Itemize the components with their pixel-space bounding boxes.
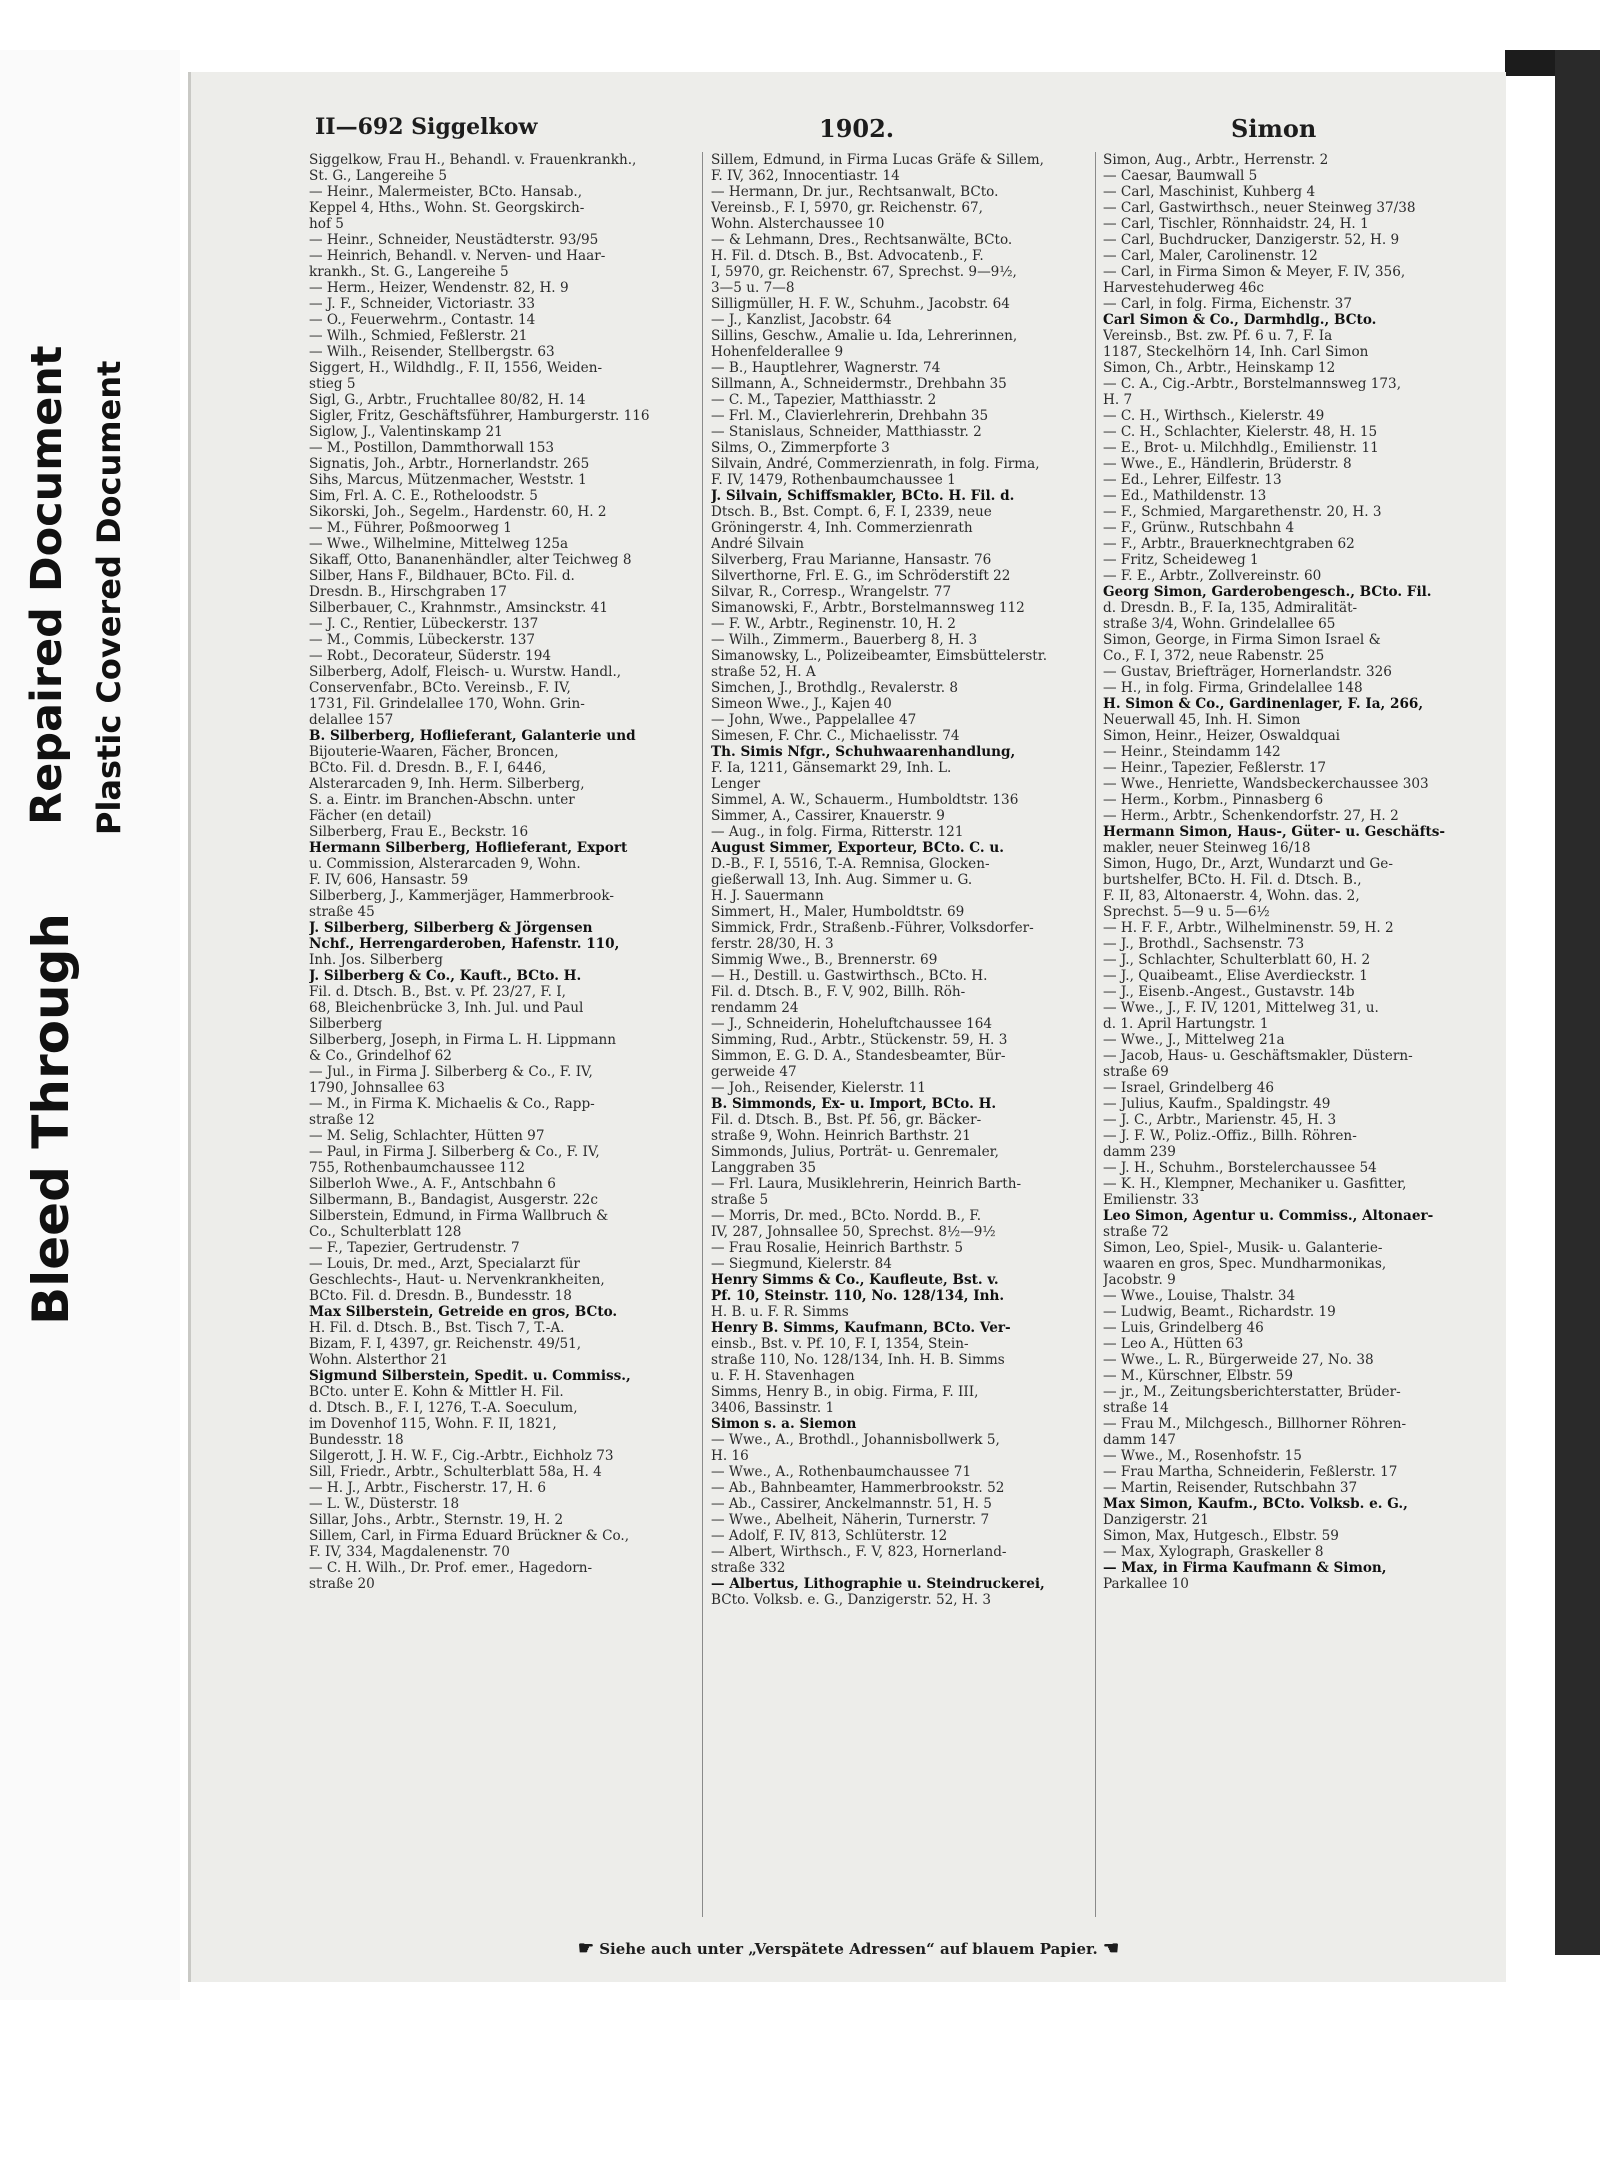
directory-entry-line: straße 45 — [309, 904, 375, 920]
directory-entry-line: Henry B. Simms, Kaufmann, BCto. Ver- — [711, 1320, 1011, 1336]
directory-entry-line: — Max, in Firma Kaufmann & Simon, — [1103, 1560, 1387, 1576]
directory-entry-line: Simon, Heinr., Heizer, Oswaldquai — [1103, 728, 1341, 744]
directory-entry-line: — & Lehmann, Dres., Rechtsanwälte, BCto. — [711, 232, 1013, 248]
directory-entry-line: Silberstein, Edmund, in Firma Wallbruch & — [309, 1208, 609, 1224]
directory-entry-line: — Herm., Korbm., Pinnasberg 6 — [1103, 792, 1324, 808]
directory-entry-line: Th. Simis Nfgr., Schuhwaarenhandlung, — [711, 744, 1016, 760]
directory-entry-line: Bundesstr. 18 — [309, 1432, 404, 1448]
directory-entry-line: — L. W., Düsterstr. 18 — [309, 1496, 460, 1512]
directory-entry-line: Silberloh Wwe., A. F., Antschbahn 6 — [309, 1176, 556, 1192]
directory-entry-line: Carl Simon & Co., Darmhdlg., BCto. — [1103, 312, 1377, 328]
directory-entry-line: — Luis, Grindelberg 46 — [1103, 1320, 1264, 1336]
directory-entry-line: H. Simon & Co., Gardinenlager, F. Ia, 266, — [1103, 696, 1424, 712]
directory-entry-line: — jr., M., Zeitungsberichterstatter, Brüder- — [1103, 1384, 1401, 1400]
directory-entry-line: Silgerott, J. H. W. F., Cig.-Arbtr., Eichholz 73 — [309, 1448, 614, 1464]
directory-entry-line: Silverberg, Frau Marianne, Hansastr. 76 — [711, 552, 992, 568]
directory-entry-line: — C. A., Cig.-Arbtr., Borstelmannsweg 173, — [1103, 376, 1402, 392]
directory-entry-line: F. II, 83, Altonaerstr. 4, Wohn. das. 2, — [1103, 888, 1360, 904]
directory-entry-line: Sim, Frl. A. C. E., Rotheloodstr. 5 — [309, 488, 538, 504]
directory-entry-line: — Heinrich, Behandl. v. Nerven- und Haar- — [309, 248, 606, 264]
directory-entry-line: Sillmann, A., Schneidermstr., Drehbahn 35 — [711, 376, 1007, 392]
directory-entry-line: — Ed., Mathildenstr. 13 — [1103, 488, 1267, 504]
directory-entry-line: — Wwe., Henriette, Wandsbeckerchaussee 303 — [1103, 776, 1429, 792]
directory-entry-line: Simeon Wwe., J., Kajen 40 — [711, 696, 892, 712]
directory-entry-line: Sikorski, Joh., Segelm., Hardenstr. 60, H. 2 — [309, 504, 607, 520]
directory-entry-line: Nchf., Herrengarderoben, Hafenstr. 110, — [309, 936, 620, 952]
directory-entry-line: — M., Kürschner, Elbstr. 59 — [1103, 1368, 1294, 1384]
directory-entry-line: burtshelfer, BCto. H. Fil. d. Dtsch. B., — [1103, 872, 1362, 888]
directory-entry-line: — Ab., Cassirer, Anckelmannstr. 51, H. 5 — [711, 1496, 992, 1512]
directory-entry-line: im Dovenhof 115, Wohn. F. II, 1821, — [309, 1416, 557, 1432]
directory-entry-line: Gröningerstr. 4, Inh. Commerzienrath — [711, 520, 973, 536]
directory-entry-line: — J. H., Schuhm., Borstelerchaussee 54 — [1103, 1160, 1377, 1176]
directory-entry-line: D.-B., F. I, 5516, T.-A. Remnisa, Glocken- — [711, 856, 990, 872]
directory-entry-line: — Heinr., Steindamm 142 — [1103, 744, 1281, 760]
directory-entry-line: waaren en gros, Spec. Mundharmonikas, — [1103, 1256, 1387, 1272]
directory-entry-line: André Silvain — [711, 536, 805, 552]
directory-entry-line: straße 110, No. 128/134, Inh. H. B. Simms — [711, 1352, 1005, 1368]
directory-entry-line: — F. E., Arbtr., Zollvereinstr. 60 — [1103, 568, 1322, 584]
directory-entry-line: d. 1. April Hartungstr. 1 — [1103, 1016, 1269, 1032]
directory-entry-line: damm 147 — [1103, 1432, 1176, 1448]
directory-entry-line: Sill, Friedr., Arbtr., Schulterblatt 58a, H. 4 — [309, 1464, 602, 1480]
directory-entry-line: — M., Postillon, Dammthorwall 153 — [309, 440, 555, 456]
footer-note — [191, 1938, 1506, 1959]
directory-entry-line: Simanowski, F., Arbtr., Borstelmannsweg 112 — [711, 600, 1025, 616]
directory-entry-line: Silverthorne, Frl. E. G., im Schröderstift 22 — [711, 568, 1011, 584]
directory-entry-line: — Wwe., L. R., Bürgerweide 27, No. 38 — [1103, 1352, 1374, 1368]
directory-entry-line: — F., Tapezier, Gertrudenstr. 7 — [309, 1240, 520, 1256]
directory-entry-line: — Frau M., Milchgesch., Billhorner Röhren- — [1103, 1416, 1407, 1432]
directory-entry-line: Silberberg, Joseph, in Firma L. H. Lippmann — [309, 1032, 617, 1048]
directory-entry-line: — F., Grünw., Rutschbahn 4 — [1103, 520, 1295, 536]
column-divider — [702, 152, 703, 1917]
directory-entry-line: straße 3/4, Wohn. Grindelallee 65 — [1103, 616, 1336, 632]
directory-entry-line: Bizam, F. I, 4397, gr. Reichenstr. 49/51, — [309, 1336, 582, 1352]
directory-entry-line: Sikaff, Otto, Bananenhändler, alter Teichweg 8 — [309, 552, 632, 568]
directory-entry-line: — Louis, Dr. med., Arzt, Specialarzt für — [309, 1256, 580, 1272]
directory-entry-line: August Simmer, Exporteur, BCto. C. u. — [711, 840, 1004, 856]
directory-entry-line: — J., Kanzlist, Jacobstr. 64 — [711, 312, 892, 328]
directory-entry-line: H. J. Sauermann — [711, 888, 824, 904]
label-plastic-covered-document: Plastic Covered Document — [90, 360, 128, 835]
directory-entry-line: 3406, Bassinstr. 1 — [711, 1400, 835, 1416]
directory-entry-line: 68, Bleichenbrücke 3, Inh. Jul. und Paul — [309, 1000, 584, 1016]
directory-entry-line: u. Commission, Alsterarcaden 9, Wohn. — [309, 856, 581, 872]
directory-entry-line: H. Fil. d. Dtsch. B., Bst. Tisch 7, T.-A. — [309, 1320, 565, 1336]
directory-entry-line: — Heinr., Schneider, Neustädterstr. 93/95 — [309, 232, 599, 248]
directory-entry-line: straße 9, Wohn. Heinrich Barthstr. 21 — [711, 1128, 971, 1144]
directory-entry-line: BCto. Fil. d. Dresdn. B., F. I, 6446, — [309, 760, 547, 776]
directory-entry-line: Vereinsb., F. I, 5970, gr. Reichenstr. 67, — [711, 200, 983, 216]
directory-entry-line: — Julius, Kaufm., Spaldingstr. 49 — [1103, 1096, 1331, 1112]
directory-entry-line: — E., Brot- u. Milchhdlg., Emilienstr. 11 — [1103, 440, 1379, 456]
directory-entry-line: Silligmüller, H. F. W., Schuhm., Jacobstr. 64 — [711, 296, 1010, 312]
directory-entry-line: — Wwe., Wilhelmine, Mittelweg 125a — [309, 536, 569, 552]
directory-entry-line: — J. C., Rentier, Lübeckerstr. 137 — [309, 616, 539, 632]
directory-entry-line: Silberberg — [309, 1016, 383, 1032]
directory-entry-line: Harvestehuderweg 46c — [1103, 280, 1265, 296]
pointing-hand-icon: ☚ — [1103, 1938, 1120, 1959]
directory-entry-line: Sihs, Marcus, Mützenmacher, Weststr. 1 — [309, 472, 587, 488]
directory-entry-line: stieg 5 — [309, 376, 356, 392]
directory-entry-line: Lenger — [711, 776, 761, 792]
directory-entry-line: — Israel, Grindelberg 46 — [1103, 1080, 1275, 1096]
directory-entry-line: Sigl, G., Arbtr., Fruchtallee 80/82, H. 14 — [309, 392, 586, 408]
directory-entry-line: H. Fil. d. Dtsch. B., Bst. Advocatenb., F. — [711, 248, 984, 264]
header-year: 1902. — [819, 114, 895, 143]
directory-entry-line: Silvain, André, Commerzienrath, in folg. Firma, — [711, 456, 1040, 472]
directory-entry-line: Hermann Simon, Haus-, Güter- u. Geschäfts- — [1103, 824, 1446, 840]
directory-entry-line: — Frau Martha, Schneiderin, Feßlerstr. 17 — [1103, 1464, 1398, 1480]
directory-entry-line: — Wwe., A., Brothdl., Johannisbollwerk 5, — [711, 1432, 1000, 1448]
directory-entry-line: Parkallee 10 — [1103, 1576, 1189, 1592]
directory-entry-line: — Wwe., A., Rothenbaumchaussee 71 — [711, 1464, 972, 1480]
directory-entry-line: — K. H., Klempner, Mechaniker u. Gasfitter, — [1103, 1176, 1407, 1192]
directory-entry-line: Simon, Max, Hutgesch., Elbstr. 59 — [1103, 1528, 1339, 1544]
directory-entry-line: Simmick, Frdr., Straßenb.-Führer, Volksdorfer- — [711, 920, 1034, 936]
directory-entry-line: u. F. H. Stavenhagen — [711, 1368, 855, 1384]
directory-entry-line: H. B. u. F. R. Simms — [711, 1304, 849, 1320]
directory-entry-line: Silvar, R., Corresp., Wrangelstr. 77 — [711, 584, 952, 600]
directory-entry-line: Simmert, H., Maler, Humboldtstr. 69 — [711, 904, 965, 920]
directory-entry-line: — J., Schlachter, Schulterblatt 60, H. 2 — [1103, 952, 1371, 968]
directory-entry-line: ferstr. 28/30, H. 3 — [711, 936, 834, 952]
directory-entry-line: — Joh., Reisender, Kielerstr. 11 — [711, 1080, 926, 1096]
directory-entry-line: — Ed., Lehrer, Eilfestr. 13 — [1103, 472, 1282, 488]
directory-entry-line: Fil. d. Dtsch. B., Bst. v. Pf. 23/27, F. I, — [309, 984, 566, 1000]
directory-entry-line: — Leo A., Hütten 63 — [1103, 1336, 1244, 1352]
directory-entry-line: B. Simmonds, Ex- u. Import, BCto. H. — [711, 1096, 997, 1112]
directory-entry-line: Sillar, Johs., Arbtr., Sternstr. 19, H. 2 — [309, 1512, 564, 1528]
directory-entry-line: IV, 287, Johnsallee 50, Sprechst. 8½—9½ — [711, 1224, 996, 1240]
directory-entry-line: — Carl, in Firma Simon & Meyer, F. IV, 356, — [1103, 264, 1406, 280]
directory-entry-line: — Carl, Maler, Carolinenstr. 12 — [1103, 248, 1318, 264]
directory-entry-line: damm 239 — [1103, 1144, 1176, 1160]
directory-entry-line: J. Silvain, Schiffsmakler, BCto. H. Fil. d. — [711, 488, 1015, 504]
directory-entry-line: d. Dresdn. B., F. Ia, 135, Admiralität- — [1103, 600, 1358, 616]
directory-entry-line: straße 14 — [1103, 1400, 1169, 1416]
directory-entry-line: Sigler, Fritz, Geschäftsführer, Hamburgerstr. 116 — [309, 408, 650, 424]
directory-entry-line: 1790, Johnsallee 63 — [309, 1080, 445, 1096]
directory-entry-line: — Carl, Maschinist, Kuhberg 4 — [1103, 184, 1316, 200]
directory-entry-line: — J., Eisenb.-Angest., Gustavstr. 14b — [1103, 984, 1355, 1000]
directory-entry-line: Silber, Hans F., Bildhauer, BCto. Fil. d. — [309, 568, 575, 584]
directory-entry-line: straße 69 — [1103, 1064, 1169, 1080]
directory-entry-line: d. Dtsch. B., F. I, 1276, T.-A. Soeculum, — [309, 1400, 578, 1416]
directory-entry-line: Silberberg, J., Kammerjäger, Hammerbrook- — [309, 888, 614, 904]
directory-entry-line: Silberberg, Adolf, Fleisch- u. Wurstw. Handl., — [309, 664, 622, 680]
directory-entry-line: — Robt., Decorateur, Süderstr. 194 — [309, 648, 552, 664]
directory-entry-line: F. IV, 362, Innocentiastr. 14 — [711, 168, 900, 184]
page-header — [191, 114, 1506, 154]
directory-entry-line: Sillem, Edmund, in Firma Lucas Gräfe & Sillem, — [711, 152, 1045, 168]
directory-entry-line: F. IV, 334, Magdalenenstr. 70 — [309, 1544, 510, 1560]
directory-entry-line: 1731, Fil. Grindelallee 170, Wohn. Grin- — [309, 696, 585, 712]
directory-entry-line: — Wwe., J., F. IV, 1201, Mittelweg 31, u. — [1103, 1000, 1379, 1016]
directory-entry-line: — M. Selig, Schlachter, Hütten 97 — [309, 1128, 545, 1144]
directory-entry-line: straße 12 — [309, 1112, 375, 1128]
directory-entry-line: gerweide 47 — [711, 1064, 797, 1080]
label-repaired-document: Repaired Document — [22, 345, 72, 825]
directory-entry-line: — Heinr., Tapezier, Feßlerstr. 17 — [1103, 760, 1327, 776]
scanned-page — [188, 72, 1506, 1982]
directory-entry-line: Sillins, Geschw., Amalie u. Ida, Lehrerinnen, — [711, 328, 1018, 344]
directory-entry-line: Fil. d. Dtsch. B., F. V, 902, Billh. Röh- — [711, 984, 966, 1000]
directory-entry-line: Hohenfelderallee 9 — [711, 344, 844, 360]
directory-entry-line: BCto. Fil. d. Dresdn. B., Bundesstr. 18 — [309, 1288, 572, 1304]
directory-entry-line: Fil. d. Dtsch. B., Bst. Pf. 56, gr. Bäcker- — [711, 1112, 982, 1128]
directory-entry-line: Fächer (en detail) — [309, 808, 432, 824]
directory-entry-line: — Wwe., M., Rosenhofstr. 15 — [1103, 1448, 1302, 1464]
directory-entry-line: — Frl. Laura, Musiklehrerin, Heinrich Barth- — [711, 1176, 1022, 1192]
directory-entry-line: — Ab., Bahnbeamter, Hammerbrookstr. 52 — [711, 1480, 1005, 1496]
directory-entry-line: Simon, Leo, Spiel-, Musik- u. Galanterie- — [1103, 1240, 1383, 1256]
directory-entry-line: Silbermann, B., Bandagist, Ausgerstr. 22c — [309, 1192, 598, 1208]
directory-entry-line: Langgraben 35 — [711, 1160, 817, 1176]
directory-entry-line: 755, Rothenbaumchaussee 112 — [309, 1160, 526, 1176]
directory-entry-line: — J. C., Arbtr., Marienstr. 45, H. 3 — [1103, 1112, 1337, 1128]
directory-entry-line: J. Silberberg, Silberberg & Jörgensen — [309, 920, 593, 936]
directory-entry-line: — Herm., Heizer, Wendenstr. 82, H. 9 — [309, 280, 569, 296]
directory-entry-line: hof 5 — [309, 216, 344, 232]
directory-entry-line: makler, neuer Steinweg 16/18 — [1103, 840, 1311, 856]
directory-entry-line: — Wwe., Abelheit, Näherin, Turnerstr. 7 — [711, 1512, 990, 1528]
directory-entry-line: rendamm 24 — [711, 1000, 799, 1016]
directory-entry-line: Max Silberstein, Getreide en gros, BCto. — [309, 1304, 618, 1320]
directory-entry-line: — Jul., in Firma J. Silberberg & Co., F. IV, — [309, 1064, 593, 1080]
directory-entry-line: Neuerwall 45, Inh. H. Simon — [1103, 712, 1301, 728]
scan-edge-right — [1555, 50, 1600, 1955]
directory-entry-line: — Carl, Buchdrucker, Danzigerstr. 52, H. 9 — [1103, 232, 1400, 248]
directory-entry-line: — F., Schmied, Margarethenstr. 20, H. 3 — [1103, 504, 1382, 520]
directory-entry-line: 1187, Steckelhörn 14, Inh. Carl Simon — [1103, 344, 1369, 360]
directory-entry-line: — Gustav, Briefträger, Hornerlandstr. 326 — [1103, 664, 1392, 680]
directory-entry-line: H. 16 — [711, 1448, 749, 1464]
directory-entry-line: — Jacob, Haus- u. Geschäftsmakler, Düstern- — [1103, 1048, 1413, 1064]
directory-entry-line: — Albert, Wirthsch., F. V, 823, Hornerland- — [711, 1544, 1007, 1560]
directory-entry-line: — J. F. W., Poliz.-Offiz., Billh. Röhren- — [1103, 1128, 1357, 1144]
directory-entry-line: Hermann Silberberg, Hoflieferant, Export — [309, 840, 628, 856]
directory-entry-line: — Wwe., J., Mittelweg 21a — [1103, 1032, 1285, 1048]
directory-entry-line: Siggelkow, Frau H., Behandl. v. Frauenkrankh., — [309, 152, 637, 168]
directory-entry-line: — M., in Firma K. Michaelis & Co., Rapp- — [309, 1096, 595, 1112]
directory-entry-line: Simmel, A. W., Schauerm., Humboldtstr. 136 — [711, 792, 1019, 808]
column-1 — [309, 152, 704, 1592]
directory-entry-line: — J., Schneiderin, Hoheluftchaussee 164 — [711, 1016, 993, 1032]
directory-entry-line: Simmer, A., Cassirer, Knauerstr. 9 — [711, 808, 945, 824]
directory-entry-line: Simmonds, Julius, Porträt- u. Genremaler, — [711, 1144, 1000, 1160]
directory-entry-line: — M., Commis, Lübeckerstr. 137 — [309, 632, 536, 648]
directory-entry-line: Signatis, Joh., Arbtr., Hornerlandstr. 265 — [309, 456, 590, 472]
directory-entry-line: Simchen, J., Brothdlg., Revalerstr. 8 — [711, 680, 959, 696]
directory-entry-line: F. IV, 1479, Rothenbaumchaussee 1 — [711, 472, 956, 488]
directory-entry-line: — Herm., Arbtr., Schenkendorfstr. 27, H. 2 — [1103, 808, 1399, 824]
directory-entry-line: — Wilh., Reisender, Stellbergstr. 63 — [309, 344, 555, 360]
directory-entry-line: Simanowsky, L., Polizeibeamter, Eimsbüttelerstr. — [711, 648, 1048, 664]
directory-entry-line: — M., Führer, Poßmoorweg 1 — [309, 520, 512, 536]
directory-entry-line: — F., Arbtr., Brauerknechtgraben 62 — [1103, 536, 1355, 552]
directory-entry-line: H. 7 — [1103, 392, 1133, 408]
directory-entry-line: Dtsch. B., Bst. Compt. 6, F. I, 2339, neue — [711, 504, 992, 520]
directory-entry-line: Henry Simms & Co., Kaufleute, Bst. v. — [711, 1272, 999, 1288]
directory-entry-line: Wohn. Alsterthor 21 — [309, 1352, 449, 1368]
directory-entry-line: einsb., Bst. v. Pf. 10, F. I, 1354, Stein- — [711, 1336, 969, 1352]
directory-entry-line: — Wilh., Schmied, Feßlerstr. 21 — [309, 328, 528, 344]
directory-entry-line: Bijouterie-Waaren, Fächer, Broncen, — [309, 744, 559, 760]
directory-entry-line: B. Silberberg, Hoflieferant, Galanterie und — [309, 728, 636, 744]
directory-entry-line: — Carl, Gastwirthsch., neuer Steinweg 37/38 — [1103, 200, 1416, 216]
label-sidebar — [0, 50, 180, 2000]
directory-entry-line: Siggert, H., Wildhdlg., F. II, 1556, Weiden- — [309, 360, 603, 376]
directory-entry-line: Siglow, J., Valentinskamp 21 — [309, 424, 503, 440]
directory-entry-line: I, 5970, gr. Reichenstr. 67, Sprechst. 9—9½, — [711, 264, 1017, 280]
directory-entry-line: — C. H., Wirthsch., Kielerstr. 49 — [1103, 408, 1325, 424]
directory-entry-line: — Adolf, F. IV, 813, Schlüterstr. 12 — [711, 1528, 948, 1544]
directory-entry-line: Silms, O., Zimmerpforte 3 — [711, 440, 890, 456]
directory-entry-line: — H., in folg. Firma, Grindelallee 148 — [1103, 680, 1363, 696]
directory-entry-line: Geschlechts-, Haut- u. Nervenkrankheiten, — [309, 1272, 605, 1288]
directory-entry-line: straße 332 — [711, 1560, 786, 1576]
directory-entry-line: — Ludwig, Beamt., Richardstr. 19 — [1103, 1304, 1336, 1320]
directory-entry-line: straße 52, H. A — [711, 664, 816, 680]
directory-entry-line: — F. W., Arbtr., Reginenstr. 10, H. 2 — [711, 616, 956, 632]
directory-entry-line: Co., F. I, 372, neue Rabenstr. 25 — [1103, 648, 1325, 664]
directory-entry-line: Simmon, E. G. D. A., Standesbeamter, Bür- — [711, 1048, 1006, 1064]
column-divider — [1095, 152, 1096, 1917]
directory-entry-line: Simon, Hugo, Dr., Arzt, Wundarzt und Ge- — [1103, 856, 1393, 872]
directory-entry-line: Sprechst. 5—9 u. 5—6½ — [1103, 904, 1270, 920]
directory-entry-line: — H. F. F., Arbtr., Wilhelminenstr. 59, H. 2 — [1103, 920, 1394, 936]
bottom-margin — [0, 2000, 1600, 2177]
directory-entry-line: BCto. Volksb. e. G., Danzigerstr. 52, H. 3 — [711, 1592, 992, 1608]
directory-entry-line: — J. F., Schneider, Victoriastr. 33 — [309, 296, 535, 312]
footer-text: Siehe auch unter „Verspätete Adressen“ auf blauem Papier. — [599, 1940, 1098, 1958]
directory-entry-line: — Wwe., E., Händlerin, Brüderstr. 8 — [1103, 456, 1352, 472]
directory-entry-line: delallee 157 — [309, 712, 394, 728]
directory-entry-line: Simms, Henry B., in obig. Firma, F. III, — [711, 1384, 979, 1400]
directory-entry-line: — C. M., Tapezier, Matthiasstr. 2 — [711, 392, 937, 408]
directory-entry-line: Simon, Ch., Arbtr., Heinskamp 12 — [1103, 360, 1336, 376]
directory-entry-line: — Caesar, Baumwall 5 — [1103, 168, 1258, 184]
directory-entry-line: S. a. Eintr. im Branchen-Abschn. unter — [309, 792, 575, 808]
pointing-hand-icon: ☛ — [577, 1938, 594, 1959]
directory-entry-line: — H., Destill. u. Gastwirthsch., BCto. H. — [711, 968, 988, 984]
header-left: II—692 Siggelkow — [315, 114, 538, 140]
directory-entry-line: — Heinr., Malermeister, BCto. Hansab., — [309, 184, 583, 200]
directory-entry-line: — Carl, in folg. Firma, Eichenstr. 37 — [1103, 296, 1352, 312]
directory-entry-line: — J., Brothdl., Sachsenstr. 73 — [1103, 936, 1305, 952]
directory-entry-line: Simesen, F. Chr. C., Michaelisstr. 74 — [711, 728, 960, 744]
directory-entry-line: Leo Simon, Agentur u. Commiss., Altonaer- — [1103, 1208, 1434, 1224]
directory-entry-line: — J., Quaibeamt., Elise Averdieckstr. 1 — [1103, 968, 1368, 984]
column-3 — [1103, 152, 1498, 1592]
directory-entry-line: Co., Schulterblatt 128 — [309, 1224, 462, 1240]
directory-entry-line: straße 20 — [309, 1576, 375, 1592]
directory-entry-line: — Hermann, Dr. jur., Rechtsanwalt, BCto. — [711, 184, 999, 200]
directory-entry-line: — C. H. Wilh., Dr. Prof. emer., Hagedorn- — [309, 1560, 593, 1576]
directory-entry-line: — Aug., in folg. Firma, Ritterstr. 121 — [711, 824, 964, 840]
directory-entry-line: straße 5 — [711, 1192, 769, 1208]
directory-entry-line: Dresdn. B., Hirschgraben 17 — [309, 584, 507, 600]
directory-entry-line: Max Simon, Kaufm., BCto. Volksb. e. G., — [1103, 1496, 1408, 1512]
directory-entry-line: — B., Hauptlehrer, Wagnerstr. 74 — [711, 360, 941, 376]
label-bleed-through: Bleed Through — [22, 913, 80, 1325]
top-margin — [0, 0, 1600, 50]
directory-entry-line: Jacobstr. 9 — [1103, 1272, 1176, 1288]
directory-entry-line: Wohn. Alsterchaussee 10 — [711, 216, 885, 232]
directory-entry-line: — Martin, Reisender, Rutschbahn 37 — [1103, 1480, 1358, 1496]
directory-entry-line: Simmig Wwe., B., Brennerstr. 69 — [711, 952, 938, 968]
directory-entry-line: F. Ia, 1211, Gänsemarkt 29, Inh. L. — [711, 760, 952, 776]
directory-entry-line: — Max, Xylograph, Graskeller 8 — [1103, 1544, 1324, 1560]
directory-entry-line: St. G., Langereihe 5 — [309, 168, 448, 184]
directory-entry-line: F. IV, 606, Hansastr. 59 — [309, 872, 469, 888]
directory-entry-line: Alsterarcaden 9, Inh. Herm. Silberberg, — [309, 776, 585, 792]
directory-entry-line: Georg Simon, Garderobengesch., BCto. Fil. — [1103, 584, 1432, 600]
directory-entry-line: — C. H., Schlachter, Kielerstr. 48, H. 15 — [1103, 424, 1378, 440]
directory-entry-line: Danzigerstr. 21 — [1103, 1512, 1209, 1528]
directory-entry-line: 3—5 u. 7—8 — [711, 280, 795, 296]
directory-entry-line: — Frl. M., Clavierlehrerin, Drehbahn 35 — [711, 408, 989, 424]
directory-entry-line: Inh. Jos. Silberberg — [309, 952, 443, 968]
directory-entry-line: — Siegmund, Kielerstr. 84 — [711, 1256, 892, 1272]
directory-entry-line: — John, Wwe., Pappelallee 47 — [711, 712, 917, 728]
directory-entry-line: Simon s. a. Siemon — [711, 1416, 857, 1432]
directory-entry-line: Silberberg, Frau E., Beckstr. 16 — [309, 824, 529, 840]
directory-entry-line: BCto. unter E. Kohn & Mittler H. Fil. — [309, 1384, 564, 1400]
directory-entry-line: J. Silberberg & Co., Kauft., BCto. H. — [309, 968, 582, 984]
directory-entry-line: gießerwall 13, Inh. Aug. Simmer u. G. — [711, 872, 973, 888]
directory-entry-line: Simon, Aug., Arbtr., Herrenstr. 2 — [1103, 152, 1329, 168]
directory-entry-line: Emilienstr. 33 — [1103, 1192, 1200, 1208]
directory-entry-line: Silberbauer, C., Krahnmstr., Amsinckstr. 41 — [309, 600, 608, 616]
directory-entry-line: Sillem, Carl, in Firma Eduard Brückner & Co., — [309, 1528, 630, 1544]
directory-entry-line: — Fritz, Scheideweg 1 — [1103, 552, 1259, 568]
directory-entry-line: Pf. 10, Steinstr. 110, No. 128/134, Inh. — [711, 1288, 1005, 1304]
directory-entry-line: — Wwe., Louise, Thalstr. 34 — [1103, 1288, 1296, 1304]
directory-entry-line: Vereinsb., Bst. zw. Pf. 6 u. 7, F. Ia — [1103, 328, 1333, 344]
directory-entry-line: Simming, Rud., Arbtr., Stückenstr. 59, H. 3 — [711, 1032, 1008, 1048]
header-right: Simon — [1231, 114, 1317, 143]
column-2 — [711, 152, 1106, 1608]
directory-entry-line: Conservenfabr., BCto. Vereinsb., F. IV, — [309, 680, 571, 696]
directory-entry-line: — Frau Rosalie, Heinrich Barthstr. 5 — [711, 1240, 963, 1256]
directory-entry-line: & Co., Grindelhof 62 — [309, 1048, 452, 1064]
directory-entry-line: straße 72 — [1103, 1224, 1169, 1240]
directory-entry-line: — Albertus, Lithographie u. Steindruckerei, — [711, 1576, 1045, 1592]
directory-entry-line: — H. J., Arbtr., Fischerstr. 17, H. 6 — [309, 1480, 547, 1496]
directory-entry-line: Sigmund Silberstein, Spedit. u. Commiss., — [309, 1368, 631, 1384]
directory-entry-line: — Wilh., Zimmerm., Bauerberg 8, H. 3 — [711, 632, 978, 648]
directory-entry-line: — Paul, in Firma J. Silberberg & Co., F. IV, — [309, 1144, 600, 1160]
directory-entry-line: — Stanislaus, Schneider, Matthiasstr. 2 — [711, 424, 982, 440]
directory-entry-line: Simon, George, in Firma Simon Israel & — [1103, 632, 1381, 648]
directory-entry-line: krankh., St. G., Langereihe 5 — [309, 264, 509, 280]
directory-entry-line: Keppel 4, Hths., Wohn. St. Georgskirch- — [309, 200, 585, 216]
directory-entry-line: — O., Feuerwehrm., Contastr. 14 — [309, 312, 536, 328]
directory-entry-line: — Morris, Dr. med., BCto. Nordd. B., F. — [711, 1208, 982, 1224]
directory-entry-line: — Carl, Tischler, Rönnhaidstr. 24, H. 1 — [1103, 216, 1369, 232]
